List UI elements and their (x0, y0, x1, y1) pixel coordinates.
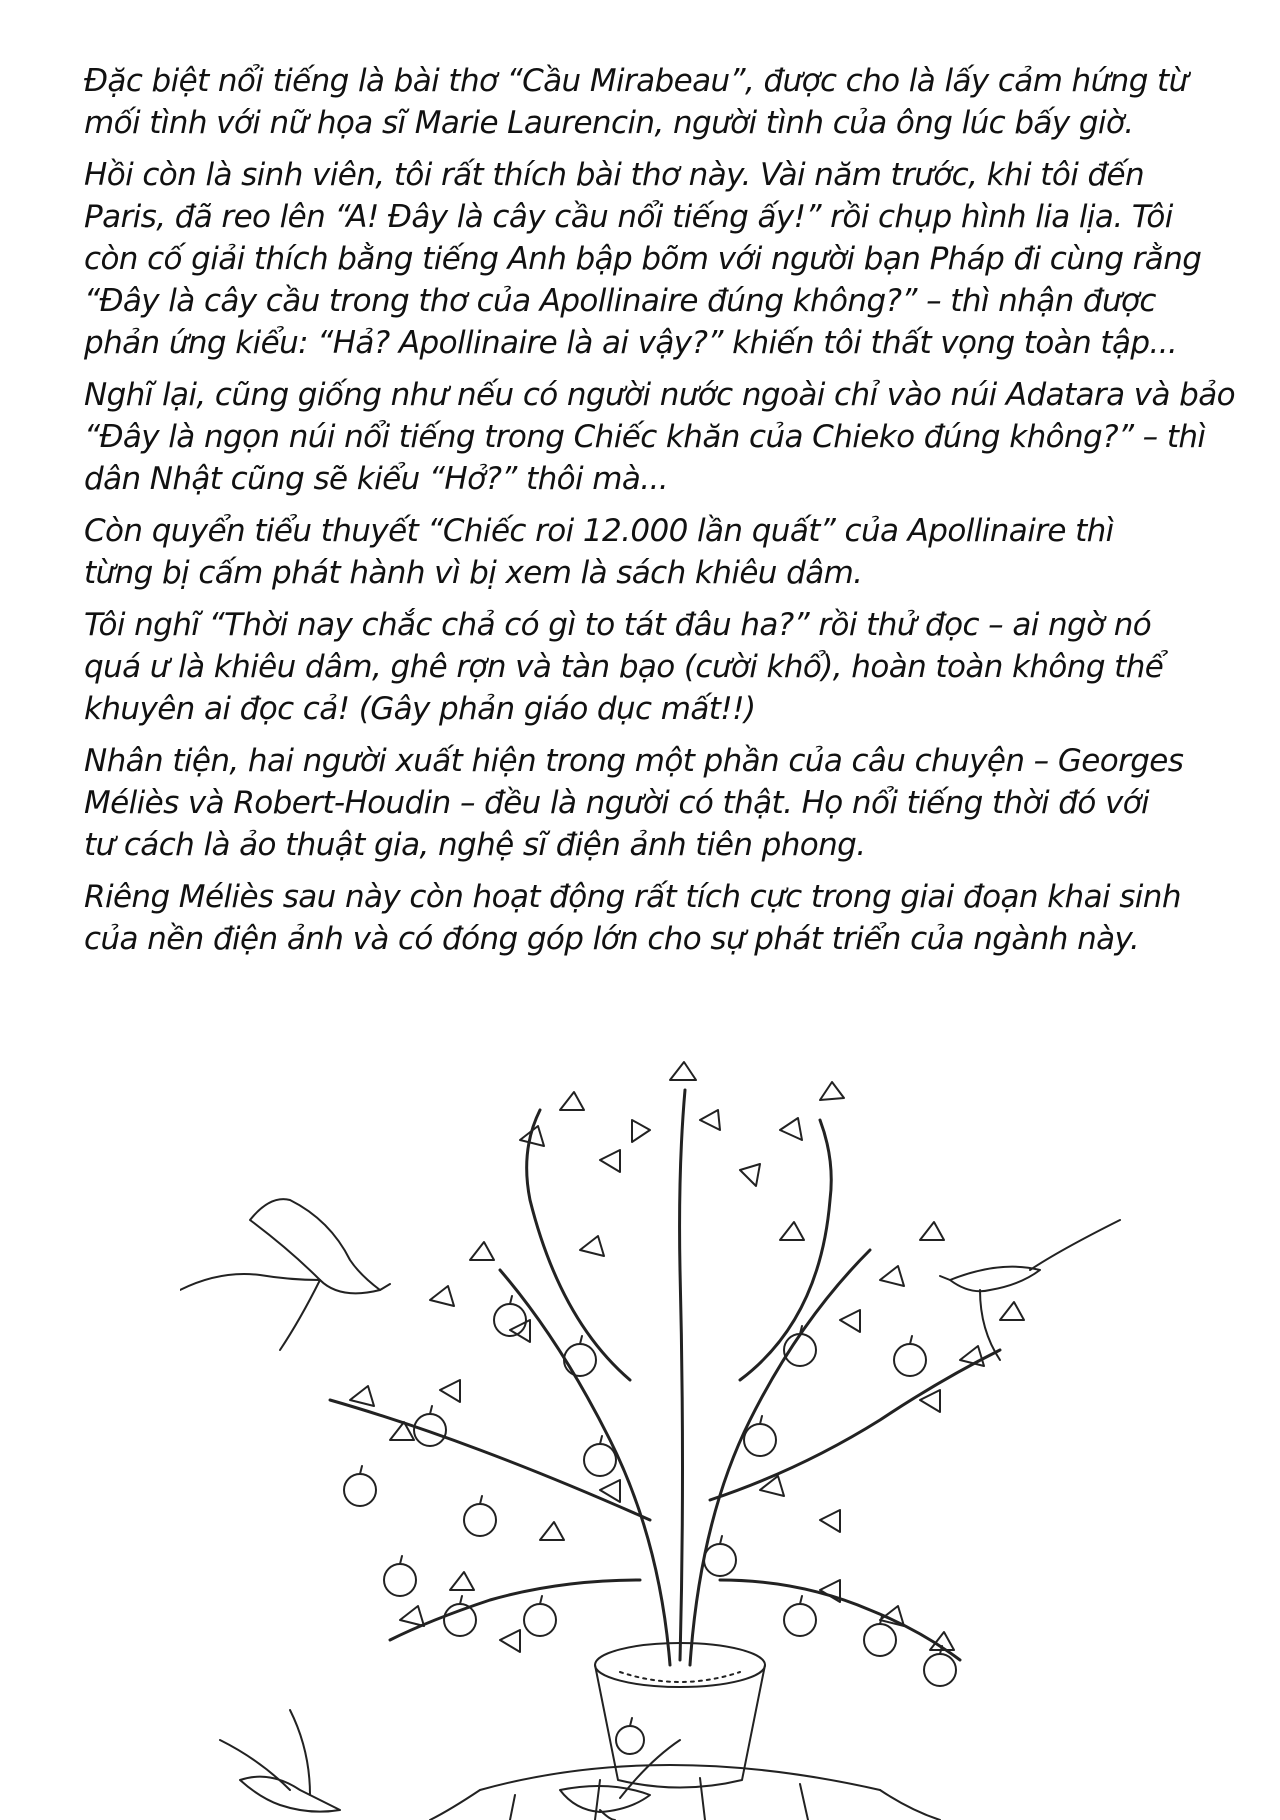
text-line: Paris, đã reo lên “A! Đây là cây cầu nổi tiếng ấy!” rồi chụp hình lia lịa. Tôi (84, 199, 1173, 235)
text-line: từng bị cấm phát hành vì bị xem là sách khiêu dâm. (84, 555, 863, 591)
paragraph-7 (84, 876, 1204, 960)
text-line: Méliès và Robert-Houdin – đều là người có thật. Họ nổi tiếng thời đó với (84, 785, 1150, 821)
paragraph-5 (84, 604, 1204, 730)
text-block (84, 60, 1235, 970)
text-line: “Đây là cây cầu trong thơ của Apollinaire đúng không?” – thì nhận được (84, 283, 1156, 319)
tree-trunk-icon (330, 1090, 1000, 1665)
apple-tree-pot-birds-icon (180, 1020, 1140, 1820)
bird-icon (220, 1710, 340, 1812)
text-line: “Đây là ngọn núi nổi tiếng trong Chiếc khăn của Chieko đúng không?” – thì (84, 419, 1206, 455)
text-line: phản ứng kiểu: “Hả? Apollinaire là ai vậy?” khiến tôi thất vọng toàn tập... (84, 325, 1178, 361)
table-icon (430, 1765, 940, 1820)
text-line: mối tình với nữ họa sĩ Marie Laurencin, người tình của ông lúc bấy giờ. (84, 105, 1134, 141)
text-line: dân Nhật cũng sẽ kiểu “Hở?” thôi mà... (84, 461, 669, 497)
text-line: Riêng Méliès sau này còn hoạt động rất tích cực trong giai đoạn khai sinh (84, 879, 1181, 915)
text-line: Nghĩ lại, cũng giống như nếu có người nước ngoài chỉ vào núi Adatara và bảo (84, 377, 1235, 413)
text-line: Hồi còn là sinh viên, tôi rất thích bài thơ này. Vài năm trước, khi tôi đến (84, 157, 1145, 193)
paragraph-6 (84, 740, 1204, 866)
text-line: Đặc biệt nổi tiếng là bài thơ “Cầu Mirabeau”, được cho là lấy cảm hứng từ (84, 63, 1188, 99)
text-line: Còn quyển tiểu thuyết “Chiếc roi 12.000 lần quất” của Apollinaire thì (84, 513, 1114, 549)
text-line: khuyên ai đọc cả! (Gây phản giáo dục mất!!) (84, 691, 756, 727)
paragraph-3 (84, 374, 1235, 500)
paragraph-2 (84, 154, 1204, 364)
text-line: Nhân tiện, hai người xuất hiện trong một phần của câu chuyện – Georges (84, 743, 1184, 779)
text-line: Tôi nghĩ “Thời nay chắc chả có gì to tát đâu ha?” rồi thử đọc – ai ngờ nó (84, 607, 1152, 643)
text-line: tư cách là ảo thuật gia, nghệ sĩ điện ảnh tiên phong. (84, 827, 866, 863)
text-line: quá ư là khiêu dâm, ghê rợn và tàn bạo (cười khổ), hoàn toàn không thể (84, 649, 1164, 685)
paragraph-4 (84, 510, 1204, 594)
paragraph-1 (84, 60, 1204, 144)
leaf-cluster-icon (350, 1062, 1024, 1652)
bird-icon (180, 1199, 390, 1350)
text-line: của nền điện ảnh và có đóng góp lớn cho sự phát triển của ngành này. (84, 921, 1140, 957)
bird-icon (940, 1220, 1120, 1360)
text-line: còn cố giải thích bằng tiếng Anh bập bõm với người bạn Pháp đi cùng rằng (84, 241, 1202, 277)
